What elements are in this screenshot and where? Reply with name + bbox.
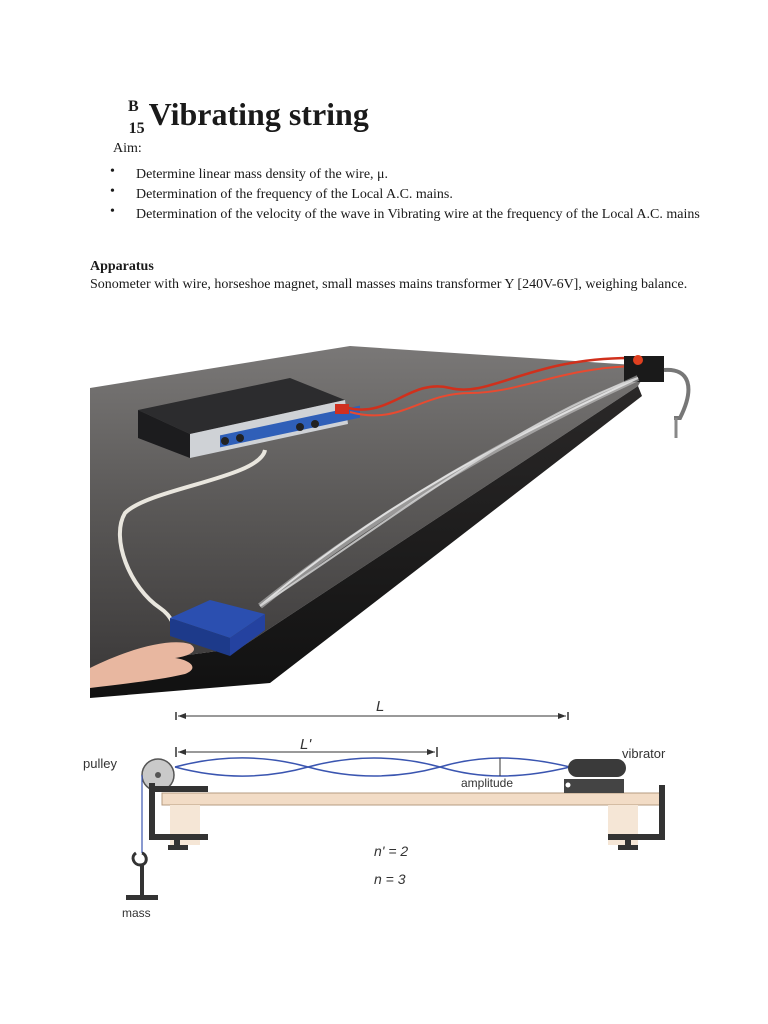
- bullet-icon: •: [110, 164, 115, 179]
- vibrator-icon: [568, 759, 626, 777]
- aim-list: [110, 166, 700, 226]
- length-L-marker: [176, 712, 568, 720]
- label-pulley: pulley: [83, 756, 117, 771]
- aim-item: [110, 166, 700, 184]
- apparatus-heading: Apparatus: [90, 259, 154, 274]
- bullet-icon: •: [110, 204, 115, 219]
- aim-item: [110, 206, 700, 224]
- title-subscript: 15: [128, 120, 145, 137]
- label-mass: mass: [122, 906, 151, 920]
- label-n-prime: n' = 2: [374, 843, 409, 859]
- label-L: L: [376, 698, 385, 715]
- mass-hanger-icon: [126, 853, 158, 900]
- aim-item-text: Determination of the velocity of the wave in Vibrating wire at the frequency of the Local A.C. mains: [136, 207, 700, 222]
- aim-item-text: Determination of the frequency of the Local A.C. mains.: [136, 187, 453, 202]
- apparatus-text: Sonometer with wire, horseshoe magnet, small masses mains transformer Y [240V-6V], weighing balance.: [90, 277, 688, 292]
- sonometer-diagram: [80, 695, 720, 925]
- aim-item-text: Determine linear mass density of the wire, μ.: [136, 167, 389, 182]
- title-superscript: B: [128, 98, 139, 115]
- label-vibrator: vibrator: [622, 746, 666, 761]
- aim-label: Aim:: [113, 141, 142, 156]
- aim-item: [110, 186, 700, 204]
- bullet-icon: •: [110, 184, 115, 199]
- page-title: [128, 96, 369, 139]
- setup-photo: [90, 338, 712, 698]
- label-amplitude: amplitude: [461, 776, 514, 790]
- label-n: n = 3: [374, 871, 406, 887]
- title-text: Vibrating string: [148, 96, 369, 132]
- label-L-prime: L': [300, 736, 312, 753]
